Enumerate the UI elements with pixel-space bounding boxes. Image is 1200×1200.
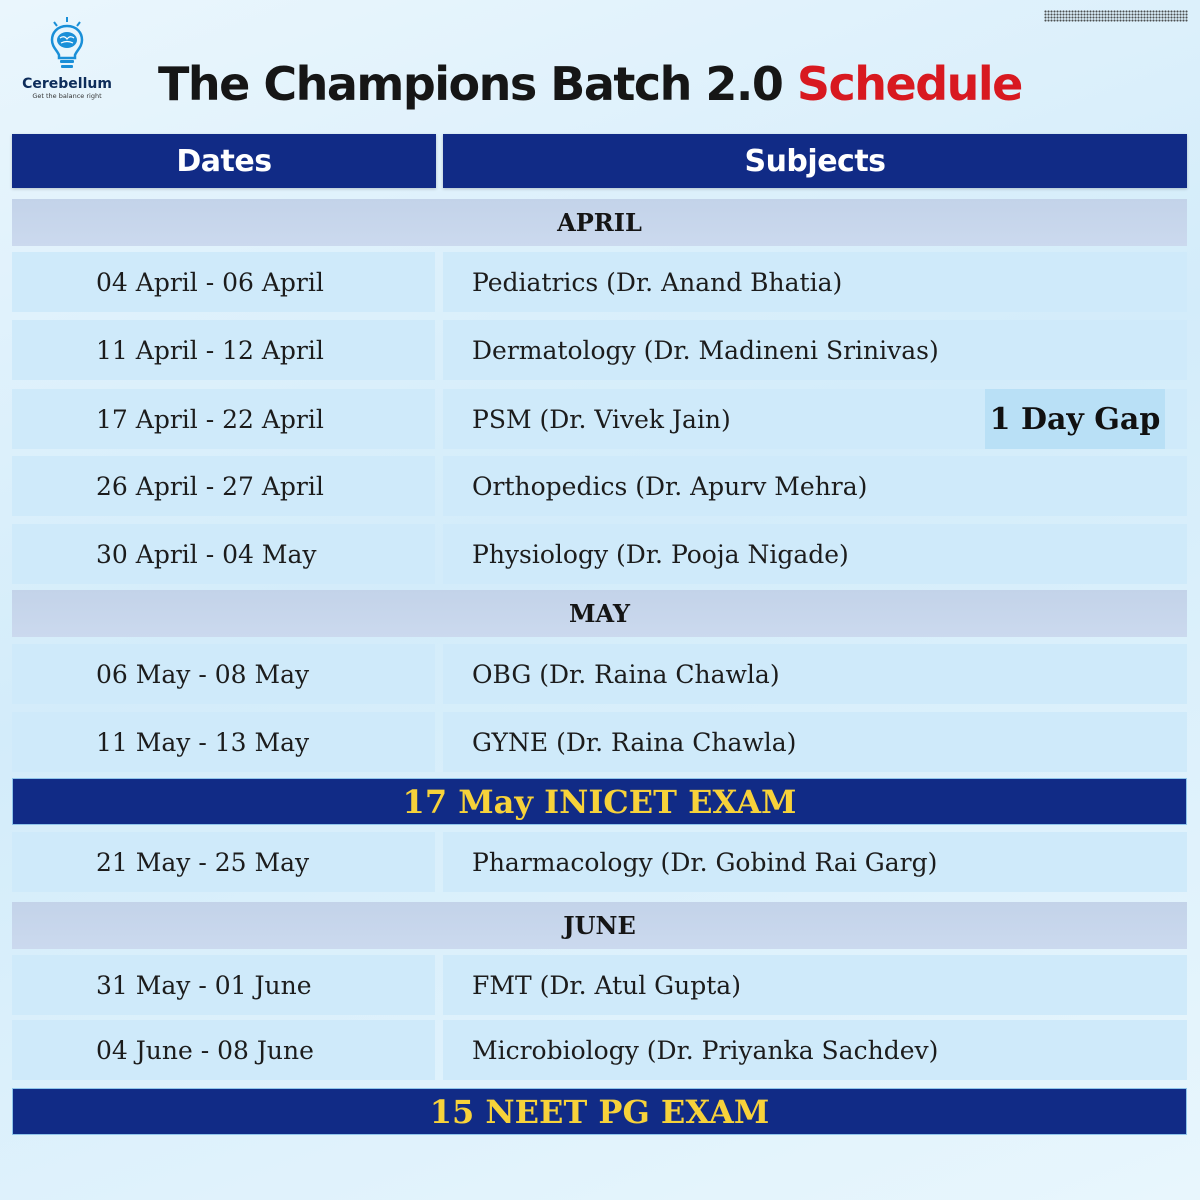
section-header-june: JUNE — [12, 902, 1187, 949]
row-dates: 31 May - 01 June — [12, 955, 435, 1015]
page-title-main: The Champions Batch 2.0 — [158, 57, 783, 111]
row-subject: Orthopedics (Dr. Apurv Mehra) — [443, 456, 1187, 516]
row-dates: 30 April - 04 May — [12, 524, 435, 584]
column-header-subjects: Subjects — [443, 134, 1187, 188]
brain-lightbulb-icon — [47, 16, 87, 74]
row-subject: Pharmacology (Dr. Gobind Rai Garg) — [443, 832, 1187, 892]
row-subject: PSM (Dr. Vivek Jain) — [443, 389, 1187, 449]
row-subject: OBG (Dr. Raina Chawla) — [443, 644, 1187, 704]
row-dates: 21 May - 25 May — [12, 832, 435, 892]
row-dates: 11 April - 12 April — [12, 320, 435, 380]
row-dates: 17 April - 22 April — [12, 389, 435, 449]
row-dates: 26 April - 27 April — [12, 456, 435, 516]
brand-tagline: Get the balance right — [32, 92, 102, 100]
gap-badge: 1 Day Gap — [985, 389, 1165, 449]
row-subject: Pediatrics (Dr. Anand Bhatia) — [443, 252, 1187, 312]
page-title — [158, 52, 1178, 116]
page-title-highlight: Schedule — [796, 57, 1022, 111]
decorative-dot-pattern — [1044, 10, 1188, 22]
section-header-may: MAY — [12, 590, 1187, 637]
row-subject: Microbiology (Dr. Priyanka Sachdev) — [443, 1020, 1187, 1080]
row-dates: 06 May - 08 May — [12, 644, 435, 704]
row-dates: 04 April - 06 April — [12, 252, 435, 312]
exam-banner-neet-pg: 15 NEET PG EXAM — [12, 1088, 1187, 1135]
brand-logo — [12, 16, 122, 106]
exam-banner-inicet: 17 May INICET EXAM — [12, 778, 1187, 825]
row-subject: Physiology (Dr. Pooja Nigade) — [443, 524, 1187, 584]
row-subject: GYNE (Dr. Raina Chawla) — [443, 712, 1187, 772]
row-subject: FMT (Dr. Atul Gupta) — [443, 955, 1187, 1015]
section-header-april: APRIL — [12, 199, 1187, 246]
row-dates: 11 May - 13 May — [12, 712, 435, 772]
column-header-dates: Dates — [12, 134, 436, 188]
row-subject: Dermatology (Dr. Madineni Srinivas) — [443, 320, 1187, 380]
brand-name: Cerebellum — [22, 76, 112, 92]
row-dates: 04 June - 08 June — [12, 1020, 435, 1080]
